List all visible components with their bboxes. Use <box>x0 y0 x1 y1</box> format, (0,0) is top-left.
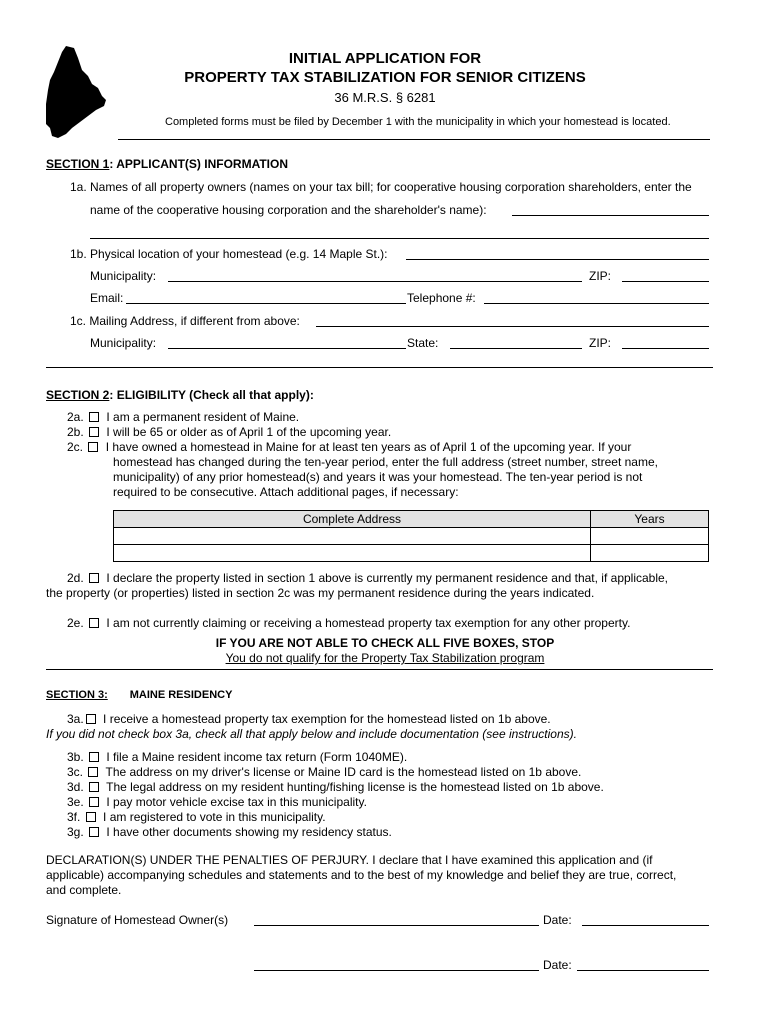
item-3a: 3a. I receive a homestead property tax exemption for the homestead listed on 1b above. <box>67 712 551 726</box>
mailing-zip-label: ZIP: <box>589 336 612 350</box>
question-1c: 1c. Mailing Address, if different from above: <box>70 314 300 328</box>
years-cell[interactable] <box>591 545 709 562</box>
item-2a: 2a. I am a permanent resident of Maine. <box>67 410 300 424</box>
mailing-municipality-label: Municipality: <box>90 336 157 350</box>
municipality-label: Municipality: <box>90 269 157 283</box>
table-row <box>114 528 709 545</box>
municipality-field[interactable] <box>168 281 582 282</box>
item-2c-cont-3: required to be consecutive. Attach additional pages, if necessary: <box>113 485 459 499</box>
table-row <box>114 545 709 562</box>
item-2d: 2d. I declare the property listed in section 1 above is currently my permanent residence and that, if applicable, <box>67 571 669 585</box>
state-label: State: <box>407 336 439 350</box>
zip-field[interactable] <box>622 281 709 282</box>
address-cell[interactable] <box>114 528 591 545</box>
email-label: Email: <box>90 291 124 305</box>
date-label-2: Date: <box>543 958 572 972</box>
mailing-zip-field[interactable] <box>622 348 709 349</box>
item-2b: 2b. I will be 65 or older as of April 1 of the upcoming year. <box>67 425 392 439</box>
date-field-1[interactable] <box>582 925 709 926</box>
checkbox-2b[interactable] <box>89 427 99 437</box>
checkbox-2e[interactable] <box>89 618 99 628</box>
column-years: Years <box>591 511 709 528</box>
section-3-heading: SECTION 3: MAINE RESIDENCY <box>46 689 233 701</box>
column-complete-address: Complete Address <box>114 511 591 528</box>
checkbox-3e[interactable] <box>89 797 99 807</box>
question-1b: 1b. Physical location of your homestead (e.g. 14 Maple St.): <box>70 247 388 261</box>
checkbox-3g[interactable] <box>89 827 99 837</box>
stop-warning: IF YOU ARE NOT ABLE TO CHECK ALL FIVE BOXES, STOP <box>215 636 555 650</box>
section-2-heading: SECTION 2: ELIGIBILITY (Check all that apply): <box>46 388 314 402</box>
title-line-2: PROPERTY TAX STABILIZATION FOR SENIOR CITIZENS <box>184 69 586 86</box>
question-1a: 1a. Names of all property owners (names on your tax bill; for cooperative housing corporation shareholders, enter the <box>70 180 692 194</box>
declaration-line-1: DECLARATION(S) UNDER THE PENALTIES OF PERJURY. I declare that I have examined this application and (if <box>46 853 653 867</box>
telephone-field[interactable] <box>484 303 709 304</box>
item-3e: 3e. I pay motor vehicle excise tax in this municipality. <box>67 795 367 809</box>
checkbox-3c[interactable] <box>88 767 98 777</box>
owner-names-field-2[interactable] <box>90 238 709 239</box>
section-1-rule <box>46 367 713 368</box>
checkbox-3f[interactable] <box>86 812 96 822</box>
zip-label: ZIP: <box>589 269 612 283</box>
checkbox-3b[interactable] <box>89 752 99 762</box>
years-cell[interactable] <box>591 528 709 545</box>
checkbox-2c[interactable] <box>88 442 98 452</box>
telephone-label: Telephone #: <box>407 291 476 305</box>
checkbox-3a[interactable] <box>86 714 96 724</box>
title-line-1: INITIAL APPLICATION FOR <box>288 50 482 67</box>
stop-subtext: You do not qualify for the Property Tax Stabilization program <box>225 651 545 665</box>
declaration-line-3: and complete. <box>46 883 122 897</box>
statute: 36 M.R.S. § 6281 <box>334 90 436 105</box>
signature-field-1[interactable] <box>254 925 539 926</box>
header-rule <box>118 139 710 140</box>
prior-homestead-table <box>113 510 709 562</box>
filing-note: Completed forms must be filed by December 1 with the municipality in which your homestead is located. <box>165 116 671 128</box>
item-3d: 3d. The legal address on my resident hunting/fishing license is the homestead listed on 1b above. <box>67 780 604 794</box>
physical-location-field[interactable] <box>406 259 709 260</box>
signature-field-2[interactable] <box>254 970 539 971</box>
item-3c: 3c. The address on my driver's license or Maine ID card is the homestead listed on 1b above. <box>67 765 582 779</box>
question-1a-cont: name of the cooperative housing corporation and the shareholder's name): <box>90 203 487 217</box>
item-3b: 3b. I file a Maine resident income tax return (Form 1040ME). <box>67 750 408 764</box>
checkbox-3d[interactable] <box>89 782 99 792</box>
item-2c-cont-2: municipality) of any prior homestead(s) and years it was your homestead. The ten-year period is not <box>113 470 643 484</box>
item-3f: 3f. I am registered to vote in this municipality. <box>67 810 326 824</box>
section-1-heading: SECTION 1: APPLICANT(S) INFORMATION <box>46 157 289 171</box>
signature-label: Signature of Homestead Owner(s) <box>46 913 229 927</box>
mailing-municipality-field[interactable] <box>168 348 406 349</box>
checkbox-2a[interactable] <box>89 412 99 422</box>
mailing-address-field[interactable] <box>316 326 709 327</box>
address-cell[interactable] <box>114 545 591 562</box>
item-2c-cont-1: homestead has changed during the ten-year period, enter the full address (street number, street name, <box>113 455 658 469</box>
date-label-1: Date: <box>543 913 572 927</box>
owner-names-field[interactable] <box>512 215 709 216</box>
state-field[interactable] <box>450 348 582 349</box>
item-3g: 3g. I have other documents showing my residency status. <box>67 825 392 839</box>
item-2c: 2c. I have owned a homestead in Maine for at least ten years as of April 1 of the upcoming year. If your <box>67 440 632 454</box>
section-2-rule <box>46 669 713 670</box>
email-field[interactable] <box>126 303 406 304</box>
item-2e: 2e. I am not currently claiming or receiving a homestead property tax exemption for any other property. <box>67 616 631 630</box>
item-2d-cont: the property (or properties) listed in section 2c was my permanent residence during the years indicated. <box>46 586 595 600</box>
date-field-2[interactable] <box>577 970 709 971</box>
section-3-instruction: If you did not check box 3a, check all that apply below and include documentation (see instructions). <box>46 727 577 741</box>
checkbox-2d[interactable] <box>89 573 99 583</box>
declaration-line-2: applicable) accompanying schedules and statements and to the best of my knowledge and belief they are true, correct, <box>46 868 677 882</box>
